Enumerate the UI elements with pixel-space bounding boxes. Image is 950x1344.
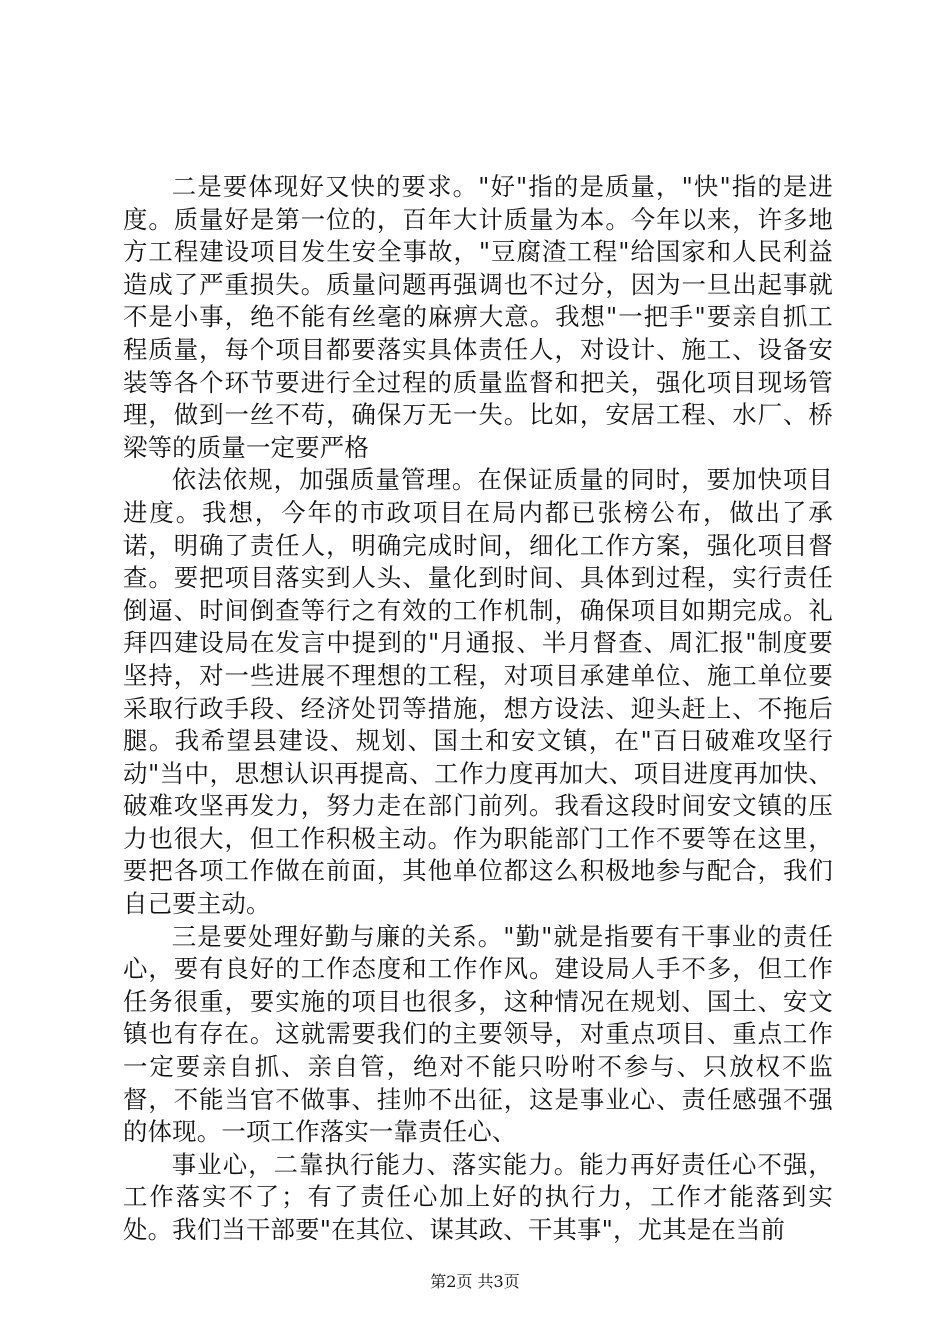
- document-body: [123, 171, 833, 1247]
- paragraph-1: 二是要体现好又快的要求。"好"指的是质量，"快"指的是进度。质量好是第一位的，百年大计质量为本。今年以来，许多地方工程建设项目发生安全事故，"豆腐渣工程"给国家和人民利益造成了严重损失。质量问题再强调也不过分，因为一旦出起事就不是小事，绝不能有丝毫的麻痹大意。我想"一把手"要亲自抓工程质量，每个项目都要落实具体责任人，对设计、施工、设备安装等各个环节要进行全过程的质量监督和把关，强化项目现场管理，做到一丝不苟，确保万无一失。比如，安居工程、水厂、桥梁等的质量一定要严格: [123, 172, 833, 462]
- paragraph-4: 事业心，二靠执行能力、落实能力。能力再好责任心不强，工作落实不了；有了责任心加上好的执行力，工作才能落到实处。我们当干部要"在其位、谋其政、干其事"，尤其是在当前: [123, 1149, 833, 1244]
- page-footer: 第2页 共3页: [430, 1272, 520, 1291]
- paragraph-2: 依法依规，加强质量管理。在保证质量的同时，要加快项目进度。我想，今年的市政项目在局内都已张榜公布，做出了承诺，明确了责任人，明确完成时间，细化工作方案，强化项目督查。要把项目落实到人头、量化到时间、具体到过程，实行责任倒逼、时间倒查等行之有效的工作机制，确保项目如期完成。礼拜四建设局在发言中提到的"月通报、半月督查、周汇报"制度要坚持，对一些进展不理想的工程，对项目承建单位、施工单位要采取行政手段、经济处罚等措施，想方设法、迎头赶上、不拖后腿。我希望县建设、规划、国土和安文镇，在"百日破难攻坚行动"当中，思想认识再提高、工作力度再加大、项目进度再加快、破难攻坚再发力，努力走在部门前列。我看这段时间安文镇的压力也很大，但工作积极主动。作为职能部门工作不要等在这里，要把各项工作做在前面，其他单位都这么积极地参与配合，我们自己要主动。: [123, 465, 833, 919]
- paragraph-3: 三是要处理好勤与廉的关系。"勤"就是指要有干事业的责任心，要有良好的工作态度和工作作风。建设局人手不多，但工作任务很重，要实施的项目也很多，这种情况在规划、国土、安文镇也有存在。这就需要我们的主要领导，对重点项目、重点工作一定要亲自抓、亲自管，绝对不能只吩咐不参与、只放权不监督，不能当官不做事、挂帅不出征，这是事业心、责任感强不强的体现。一项工作落实一靠责任心、: [123, 921, 833, 1147]
